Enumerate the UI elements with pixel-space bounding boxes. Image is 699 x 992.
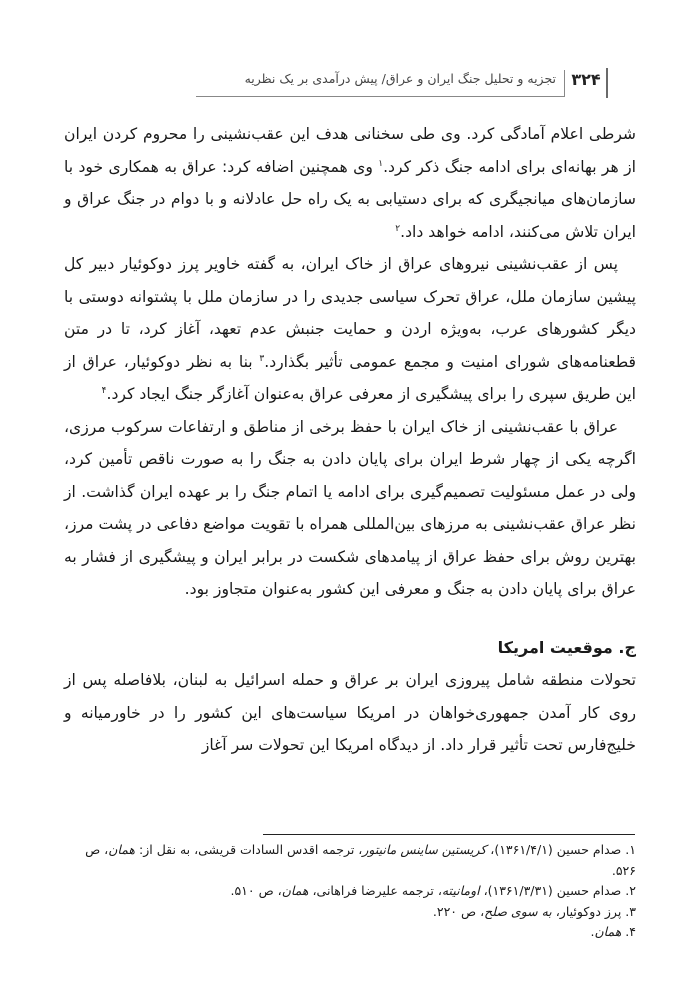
footnote-ref-3[interactable]: ۳ — [259, 353, 265, 364]
page-number: ۳۲۴ — [571, 70, 601, 89]
footnote-text: صدام حسین (۱۳۶۱/۳/۳۱)، — [479, 883, 622, 898]
footnote-1 — [64, 840, 636, 881]
running-title: تجزیه و تحلیل جنگ ایران و عراق/ پیش درآمدی بر یک نظریه — [244, 71, 556, 86]
footnote-source-title: کریستین ساینس مانیتور — [362, 842, 487, 857]
header-underline — [196, 96, 565, 97]
footnote-number: ۴. — [625, 924, 636, 939]
footnote-source-title: به سوی صلح — [484, 903, 552, 919]
footnote-text: ، ص ۲۲۰. — [432, 903, 485, 919]
body-text — [64, 118, 636, 762]
footnote-2 — [64, 881, 636, 902]
footnote-text: ، ترجمه اقدس السادات قریشی، به نقل از: — [135, 842, 363, 857]
paragraph-text: پس از عقب‌نشینی نیروهای عراق از خاک ایران، به گفته خاویر پرز دوکوئیار دبیر کل پیشین سازمان ملل، عراق تحرک سیاسی جدیدی را در سازمان ملل با پشتوانه دوستی با دیگر کشورهای عرب، به‌ویژه اردن و حمایت جنبش عدم تعهد، آغاز کرد، تا در متن قطعنامه‌های شورای امنیت و مجمع عمومی تأثیر بگذارد. — [64, 255, 636, 371]
paragraph-2 — [64, 248, 636, 411]
header-divider — [564, 70, 565, 97]
footnote-text: . — [590, 924, 595, 939]
section-paragraph: تحولات منطقه شامل پیروزی ایران بر عراق و حمله اسرائیل به لبنان، بلافاصله پس از روی کار آمدن جمهوری‌خواهان در امریکا سیاست‌های این کشور را در خاورمیانه و خلیج‌فارس تحت تأثیر قرار داد. از دیدگاه امریکا این تحولات سر آغاز — [64, 671, 636, 754]
footnote-source-title: اومانیته — [441, 883, 480, 898]
footnote-number: ۳. — [625, 903, 636, 919]
footnote-ref-1[interactable]: ۱ — [378, 158, 384, 169]
footnote-3 — [64, 902, 636, 923]
footnotes — [64, 840, 636, 943]
footnote-text: پرز دوکوئیار، — [551, 903, 622, 919]
paragraph-3: عراق با عقب‌نشینی از خاک ایران با حفظ برخی از مناطق و ارتفاعات سرکوب مرزی، اگرچه یکی از چهار شرط ایران برای پایان دادن به جنگ را به صورت ناقص تأمین کرد، ولی در عمل مسئولیت تصمیم‌گیری برای ادامه یا اتمام جنگ را بر عهده ایران گذاشت. از نظر عراق عقب‌نشینی به مرزهای بین‌المللی همراه با تقویت مواضع دفاعی در پشت مرز، بهترین روش برای حفظ عراق از پیامدهای شکست در برابر ایران و پیشگیری از فشار به عراق برای پایان دادن به جنگ و معرفی این کشور به‌عنوان متجاوز بود. — [64, 417, 636, 598]
footnote-ref-2[interactable]: ۲ — [395, 223, 401, 234]
paragraph-text: شرطی اعلام آمادگی کرد. وی طی سخنانی هدف این عقب‌نشینی را محروم کردن ایران از هر بهانه‌ای برای ادامه جنگ ذکر کرد. — [64, 125, 636, 176]
paragraph-text: وی همچنین اضافه کرد: عراق به همکاری خود با سازمان‌های میانجیگری که برای دستیابی به یک راه حل عادلانه و با دوام در جنگ عراق و ایران تلاش می‌کنند، ادامه خواهد داد. — [64, 157, 636, 241]
footnote-text: صدام حسین (۱۳۶۱/۴/۱)، — [486, 842, 622, 857]
footnote-text: ، ترجمه علیرضا فراهانی، — [308, 883, 442, 898]
footnote-text: ، ص ۵۱۰. — [230, 883, 282, 898]
footnote-ref-4[interactable]: ۴ — [101, 385, 107, 396]
footnote-4 — [64, 922, 636, 943]
header-edge-bar — [606, 68, 608, 98]
paragraph-text: بنا به نظر دوکوئیار، عراق از این طریق سپری را برای پیشگیری از معرفی عراق به‌عنوان آغازگر جنگ ایجاد کرد. — [64, 352, 636, 403]
footnote-text: ، ص ۵۲۶. — [85, 842, 636, 878]
section-heading: ج. موقعیت امریکا — [497, 637, 636, 657]
footnote-ibid: همان — [108, 842, 136, 857]
footnote-number: ۲. — [625, 883, 636, 898]
footnote-separator — [263, 834, 635, 835]
footnote-number: ۱. — [625, 842, 636, 857]
paragraph-1 — [64, 118, 636, 248]
footnote-ibid: همان — [594, 924, 622, 939]
footnote-ibid: همان — [281, 883, 309, 898]
